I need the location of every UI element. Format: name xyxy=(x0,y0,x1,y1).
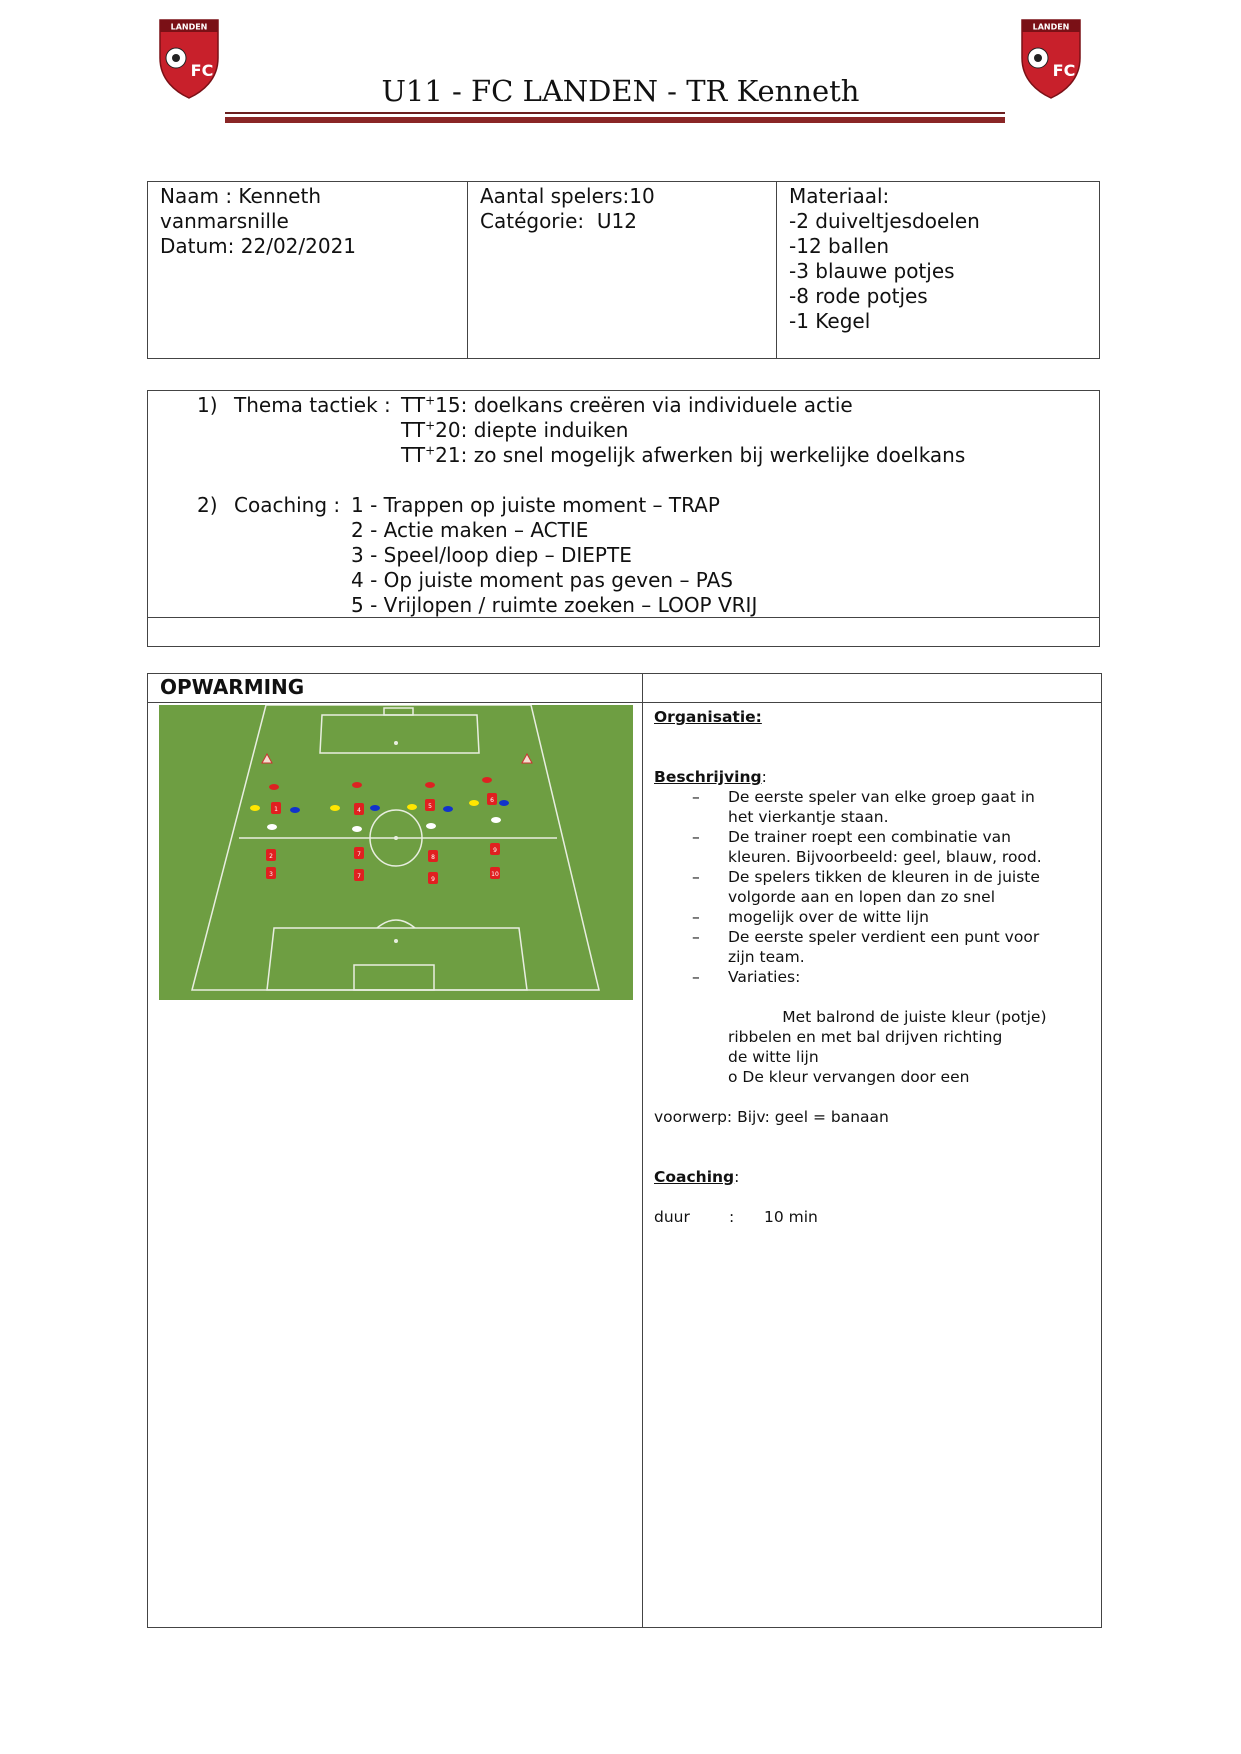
materiaal-item: -1 Kegel xyxy=(789,309,871,333)
coaching-item: 3 - Speel/loop diep – DIEPTE xyxy=(351,543,632,567)
info-players-cell xyxy=(468,182,777,359)
categorie: Catégorie: U12 xyxy=(480,209,637,233)
datum: Datum: 22/02/2021 xyxy=(160,234,357,258)
oefening-table xyxy=(147,673,1102,1628)
bullet-item: – mogelijk over de witte lijn xyxy=(692,908,929,926)
marker-cone xyxy=(469,800,479,806)
logo-letters-right: FC xyxy=(1052,61,1076,80)
coaching-item: 2 - Actie maken – ACTIE xyxy=(351,518,589,542)
marker-cone xyxy=(407,804,417,810)
player-number: 10 xyxy=(491,871,499,878)
marker-cone xyxy=(267,824,277,830)
grass xyxy=(159,705,633,1000)
logo-letters: FC xyxy=(190,61,214,80)
thema-item: TT+20: diepte induiken xyxy=(401,418,629,442)
oefening-head-empty xyxy=(643,674,1102,703)
naam: Naam : Kenneth xyxy=(160,184,322,208)
marker-cone xyxy=(482,777,492,783)
bullet-item: – De eerste speler verdient een punt voor zijn team. xyxy=(692,928,1040,966)
bullet-item: – De spelers tikken de kleuren in de juiste volgorde aan en lopen dan zo snel xyxy=(692,868,1040,906)
materiaal-title: Materiaal: xyxy=(789,184,890,208)
player-number: 9 xyxy=(493,847,497,854)
coaching-item: 1 - Trappen op juiste moment – TRAP xyxy=(351,493,720,517)
marker-cone xyxy=(499,800,509,806)
top-penalty-spot xyxy=(394,741,398,745)
marker-cone xyxy=(290,807,300,813)
marker-cone xyxy=(269,784,279,790)
player-number: 8 xyxy=(431,854,435,861)
football-pitch-diagram xyxy=(159,705,633,1000)
oefening-title: OPWARMING xyxy=(148,674,643,703)
aantal-spelers: Aantal spelers:10 xyxy=(480,184,655,208)
player-number: 5 xyxy=(428,803,432,810)
marker-cone xyxy=(426,823,436,829)
bullet-item: – De trainer roept een combinatie van kleuren. Bijvoorbeeld: geel, blauw, rood. xyxy=(692,828,1042,866)
materiaal-item: -2 duiveltjesdoelen xyxy=(789,209,980,233)
info-materiaal-cell xyxy=(777,182,1100,359)
coaching-item: 4 - Op juiste moment pas geven – PAS xyxy=(351,568,733,592)
player-number: 4 xyxy=(357,807,361,814)
variatie-last: voorwerp: Bijv: geel = banaan xyxy=(654,1108,889,1126)
logo-text-right: LANDEN xyxy=(1032,22,1070,32)
bullet-item: – Variaties: xyxy=(692,968,801,986)
marker-cone xyxy=(491,817,501,823)
duur-row: duur : 10 min xyxy=(654,1208,818,1226)
player-number: 7 xyxy=(357,873,361,880)
player-number: 6 xyxy=(490,797,494,804)
thema-item: TT+21: zo snel mogelijk afwerken bij werkelijke doelkans xyxy=(401,443,966,467)
materiaal-item: -8 rode potjes xyxy=(789,284,928,308)
marker-cone xyxy=(352,826,362,832)
logo-text: LANDEN xyxy=(170,22,208,32)
materiaal-item: -12 ballen xyxy=(789,234,890,258)
player-number: 3 xyxy=(269,871,273,878)
coaching-heading: Coaching: xyxy=(654,1168,740,1186)
thema-table xyxy=(147,390,1100,647)
thema-cell xyxy=(148,391,1100,618)
thema-item: TT+15: doelkans creëren via individuele actie xyxy=(401,393,853,417)
coaching-item: 5 - Vrijlopen / ruimte zoeken – LOOP VRIJ xyxy=(351,593,758,617)
bottom-penalty-spot xyxy=(394,939,398,943)
info-name-cell xyxy=(148,182,468,359)
empty-row xyxy=(148,618,1100,647)
beschrijving-heading: Beschrijving: xyxy=(654,768,767,786)
page-title: U11 - FC LANDEN - TR Kenneth xyxy=(381,74,860,108)
description-cell xyxy=(643,703,1102,1628)
thema-label: Thema tactiek : xyxy=(234,393,391,417)
marker-cone xyxy=(370,805,380,811)
materiaal-item: -3 blauwe potjes xyxy=(789,259,955,283)
marker-cone xyxy=(330,805,340,811)
marker-cone xyxy=(250,805,260,811)
player-number: 1 xyxy=(274,806,278,813)
marker-cone xyxy=(425,782,435,788)
marker-cone xyxy=(352,782,362,788)
coaching-label: Coaching : xyxy=(234,493,347,517)
player-number: 2 xyxy=(269,853,273,860)
bullet-item: – De eerste speler van elke groep gaat in het vierkantje staan. xyxy=(692,788,1035,826)
pitch-cell xyxy=(148,703,643,1628)
marker-cone xyxy=(443,806,453,812)
title-rule-thick xyxy=(225,117,1005,123)
variatie-text: Met balrond de juiste kleur (potje) ribbelen en met bal drijven richting de witte lijn o De kleur vervangen door een xyxy=(728,1008,1047,1086)
info-table xyxy=(147,181,1100,359)
title-rule xyxy=(225,112,1005,114)
center-spot xyxy=(394,836,398,840)
thema-number: 1) xyxy=(197,393,218,417)
player-number: 9 xyxy=(431,876,435,883)
organisatie-heading: Organisatie: xyxy=(654,708,762,726)
naam-cont: vanmarsnille xyxy=(160,209,289,233)
player-number: 7 xyxy=(357,851,361,858)
coaching-number: 2) xyxy=(197,493,218,517)
